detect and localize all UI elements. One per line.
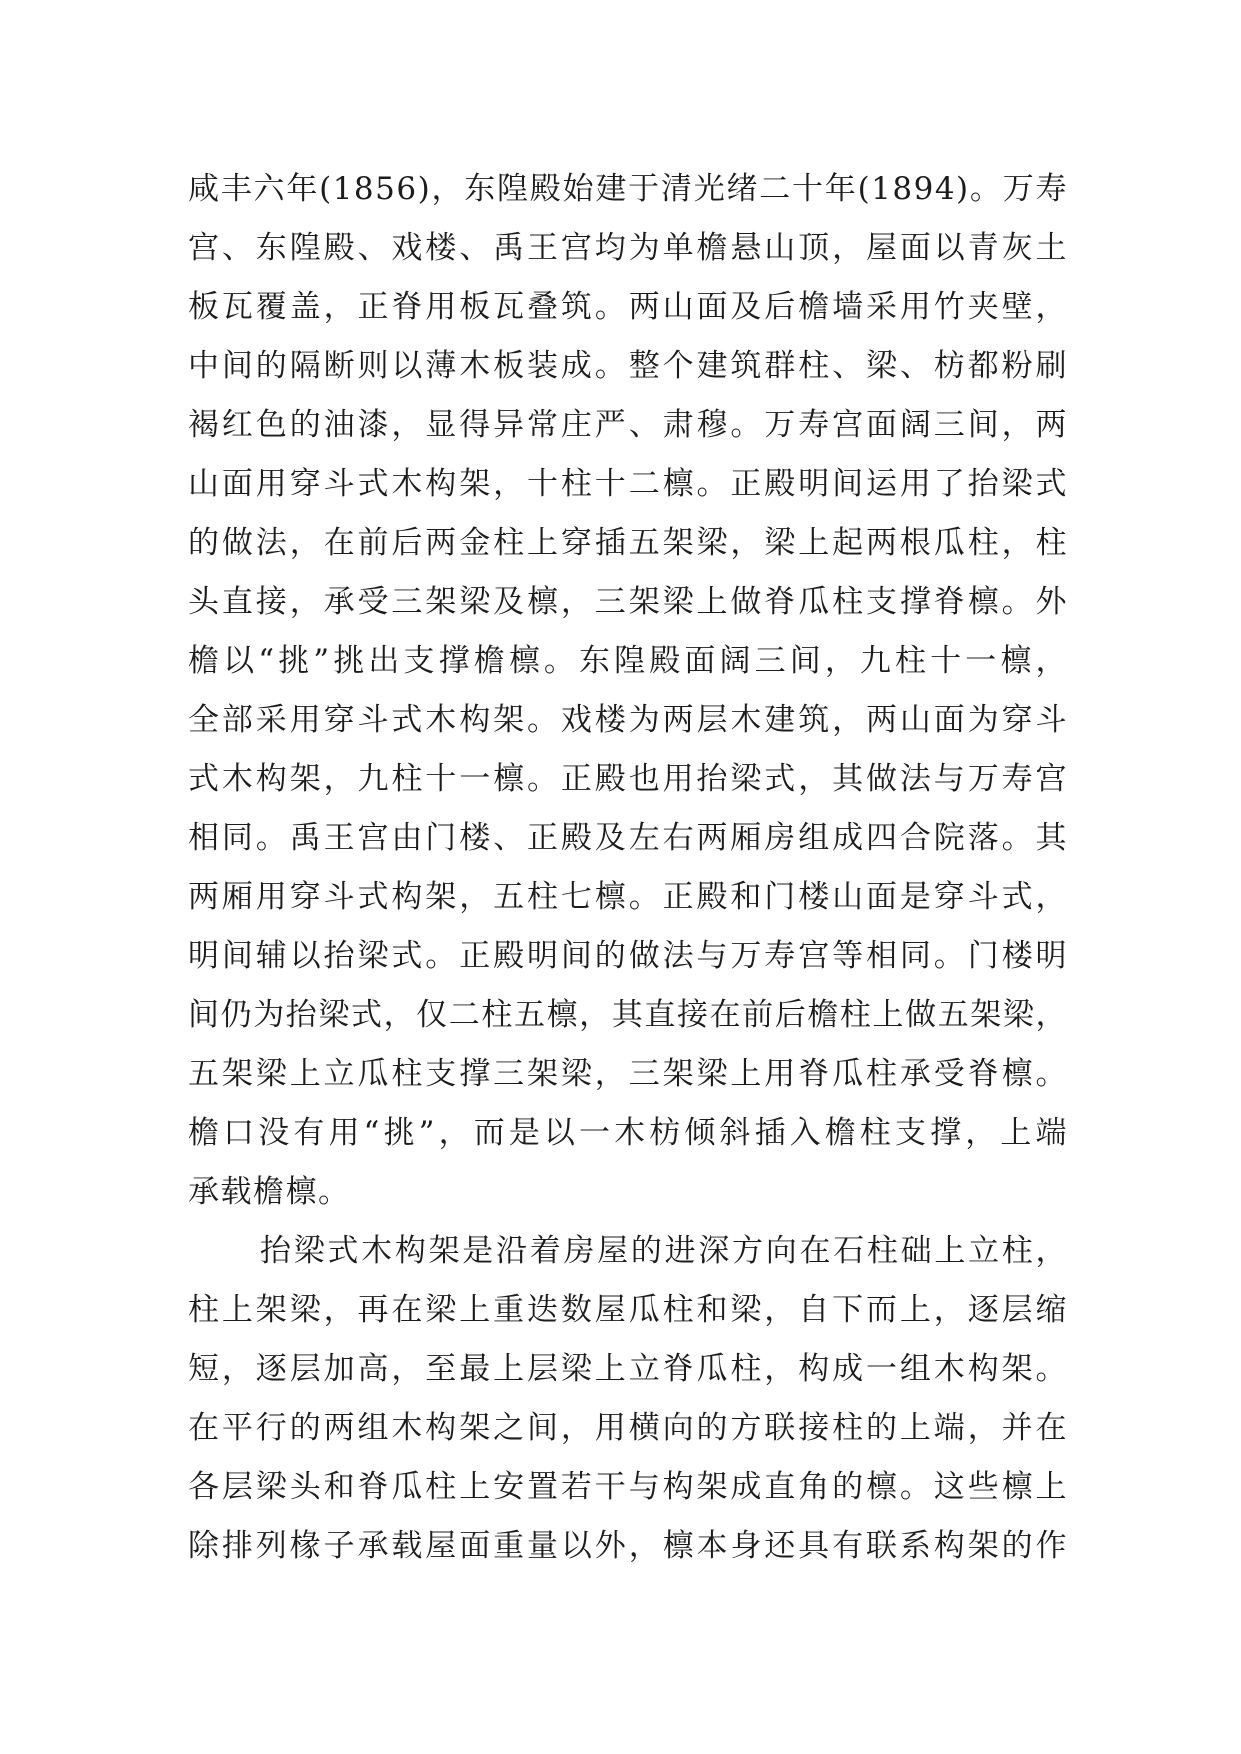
text-line: 两厢用穿斗式构架，五柱七檩。正殿和门楼山面是穿斗式，: [188, 879, 1068, 915]
text-line: 承载檐檩。: [188, 1174, 351, 1210]
text-line: 檐口没有用“挑”，而是以一木枋倾斜插入檐柱支撑，上端: [188, 1115, 1068, 1151]
paragraph-1: [188, 160, 1068, 1222]
text-line: 各层梁头和脊瓜柱上安置若干与构架成直角的檩。这些檩上: [188, 1469, 1068, 1505]
text-line: 的做法，在前后两金柱上穿插五架梁，梁上起两根瓜柱，柱: [188, 525, 1068, 561]
text-line: 板瓦覆盖，正脊用板瓦叠筑。两山面及后檐墙采用竹夹壁，: [188, 289, 1068, 325]
text-line: 除排列椽子承载屋面重量以外，檩本身还具有联系构架的作: [188, 1528, 1068, 1564]
text-line: 全部采用穿斗式木构架。戏楼为两层木建筑，两山面为穿斗: [188, 702, 1068, 738]
text-line: 中间的隔断则以薄木板装成。整个建筑群柱、梁、枋都粉刷: [188, 348, 1068, 384]
text-line: 明间辅以抬梁式。正殿明间的做法与万寿宫等相同。门楼明: [188, 938, 1068, 974]
text-line: 咸丰六年(1856)，东隍殿始建于清光绪二十年(1894)。万寿: [188, 171, 1068, 207]
text-line: 抬梁式木构架是沿着房屋的进深方向在石柱础上立柱，: [260, 1233, 1068, 1269]
text-line: 间仍为抬梁式，仅二柱五檩，其直接在前后檐柱上做五架梁，: [188, 997, 1068, 1033]
paragraph-2: [188, 1222, 1068, 1576]
text-line: 褐红色的油漆，显得异常庄严、肃穆。万寿宫面阔三间，两: [188, 407, 1068, 443]
text-line: 头直接，承受三架梁及檩，三架梁上做脊瓜柱支撑脊檩。外: [188, 584, 1068, 620]
body-text: [188, 160, 1068, 1576]
text-line: 式木构架，九柱十一檩。正殿也用抬梁式，其做法与万寿宫: [188, 761, 1068, 797]
text-line: 宫、东隍殿、戏楼、禹王宫均为单檐悬山顶，屋面以青灰土: [188, 230, 1068, 266]
text-line: 在平行的两组木构架之间，用横向的方联接柱的上端，并在: [188, 1410, 1068, 1446]
text-line: 五架梁上立瓜柱支撑三架梁，三架梁上用脊瓜柱承受脊檩。: [188, 1056, 1068, 1092]
text-line: 檐以“挑”挑出支撑檐檩。东隍殿面阔三间，九柱十一檩，: [188, 643, 1068, 679]
text-line: 短，逐层加高，至最上层梁上立脊瓜柱，构成一组木构架。: [188, 1351, 1068, 1387]
text-line: 柱上架梁，再在梁上重迭数屋瓜柱和梁，自下而上，逐层缩: [188, 1292, 1068, 1328]
text-line: 相同。禹王宫由门楼、正殿及左右两厢房组成四合院落。其: [188, 820, 1068, 856]
text-line: 山面用穿斗式木构架，十柱十二檩。正殿明间运用了抬梁式: [188, 466, 1068, 502]
